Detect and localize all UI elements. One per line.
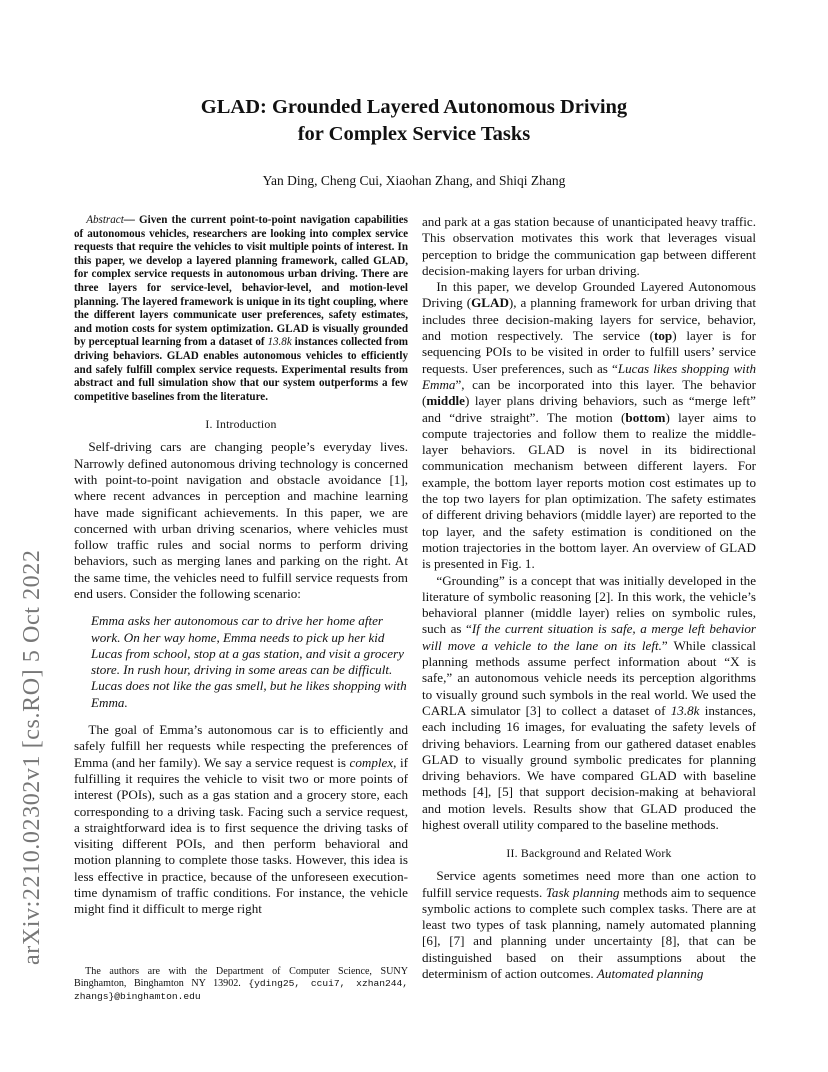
- abstract: Abstract— Given the current point-to-point navigation capabilities of autonomous vehicles, researchers are looking into complex service requests that require the vehicles to visit multiple points of interest. In this paper, we develop a layered planning framework, called GLAD, for complex service requests in autonomous urban driving. There are three layers for service-level, behavior-level, and motion-level planning. The layered framework is unique in its tight coupling, where the different layers communicate user preferences, safety estimates, and motion costs for system optimization. GLAD is visually grounded by perceptual learning from a dataset of 13.8k instances collected from driving behaviors. GLAD enables autonomous vehicles to efficiently and safely fulfill complex service requests. Experimental results from abstract and full simulation show that our system outperforms a few competitive baselines from the literature.: [74, 214, 408, 403]
- scenario-quote: Emma asks her autonomous car to drive her home after work. On her way home, Emma needs to pick up her kid Lucas from school, stop at a gas station, and visit a grocery store. In rush hour, driving in some areas can be difficult. Lucas does not like the gas smell, but he likes shopping with Emma.: [91, 613, 407, 710]
- right-column: [422, 214, 756, 982]
- footnote: The authors are with the Department of Computer Science, SUNY Binghamton, Binghamton NY 13902. {yding25, ccui7, xzhan244, zhangs}@binghamton.edu: [74, 966, 408, 1002]
- right-paragraph-3: “Grounding” is a concept that was initially developed in the literature of symbolic reasoning [2]. In this work, the vehicle’s behavioral planner (middle layer) relies on symbolic rules, such as “If the current situation is safe, a merge left behavior will move a vehicle to the lane on its left.” While classical planning methods assume perfect information about “X is safe,” an autonomous vehicle needs its perception algorithms to visually ground such symbols in the real world. We used the CARLA simulator [3] to collect a dataset of 13.8k instances, each including 16 images, for evaluating the safety levels of driving behaviors. Learning from our gathered dataset enables GLAD to visually ground symbolic predicates for planning driving behaviors. We have compared GLAD with baseline methods [4], [5] that support decision-making at behavioral and motion levels. Results show that GLAD produced the highest overall utility compared to the baseline methods.: [422, 572, 756, 832]
- right-paragraph-4: Service agents sometimes need more than one action to fulfill service requests. Task planning methods aim to sequence symbolic actions to complete such complex tasks. There are at least two types of task planning, namely automated planning [6], [7] and planning under uncertainty [8], that can be distinguished based on their assumptions about the determinism of action outcomes. Automated planning: [422, 868, 756, 982]
- intro-paragraph-1: Self-driving cars are changing people’s everyday lives. Narrowly defined autonomous driving technology is concerned with point-to-point navigation and obstacle avoidance [1], where recent advances in perception and machine learning have made significant achievements. In this paper, we are concerned with urban driving scenarios, where vehicles must follow traffic rules and social norms to perform driving behaviors, such as merging lanes and parking on the right. At the same time, the vehicles need to fulfill service requests from end users. Consider the following scenario:: [74, 439, 408, 601]
- paper-title: [0, 94, 828, 148]
- abstract-label: Abstract: [86, 214, 124, 226]
- intro-paragraph-2: The goal of Emma’s autonomous car is to efficiently and safely fulfill her requests while respecting the preferences of Emma (and her family). We say a service request is complex, if fulfilling it requires the vehicle to visit two or more points of interest (POIs), such as a gas station and a grocery store, each corresponding to a driving task. Facing such a service request, a straightforward idea is to first sequence the driving tasks of visiting different POIs, and then perform behavioral and motion planning to complete those tasks. However, this idea is less effective in practice, because of the unforeseen execution-time dynamism of traffic conditions. For instance, the vehicle might find it difficult to merge right: [74, 722, 409, 917]
- section-heading-background: II. Background and Related Work: [506, 846, 672, 861]
- author-list: Yan Ding, Cheng Cui, Xiaohan Zhang, and Shiqi Zhang: [262, 173, 566, 188]
- title-line-2: for Complex Service Tasks: [297, 123, 531, 145]
- footnote-emails: {yding25, ccui7, xzhan244, zhangs}@binghamton.edu: [74, 978, 408, 1002]
- right-paragraph-2: In this paper, we develop Grounded Layered Autonomous Driving (GLAD), a planning framework for urban driving that includes three decision-making layers for service, behavior, and motion respectively. The service (top) layer is for sequencing POIs to be visited in order to fulfill users’ service requests. User preferences, such as “Lucas likes shopping with Emma”, can be incorporated into this layer. The behavior (middle) layer plans driving behaviors, such as “merge left” and “drive straight”. The motion (bottom) layer aims to compute trajectories and follow them to realize the middle-layer behaviors. GLAD is novel in its bidirectional communication mechanism between different layers. For example, the bottom layer reports motion cost estimates up to the top two layers for plan optimization. The safety estimates of different driving behaviors (middle layer) are reported to the top layer, and the safety estimation is conditioned on the motion trajectories in the bottom layer. An overview of GLAD is presented in Fig. 1.: [422, 279, 757, 572]
- right-paragraph-1: and park at a gas station because of unanticipated heavy traffic. This observation motivates this work that leverages visual perception to bridge the communication gap between different decision-making layers for urban driving.: [422, 214, 756, 278]
- section-heading-introduction: I. Introduction: [205, 417, 277, 432]
- left-column: [74, 214, 408, 918]
- title-line-1: GLAD: Grounded Layered Autonomous Driving: [200, 96, 628, 118]
- arxiv-identifier: arXiv:2210.02302v1 [cs.RO] 5 Oct 2022: [19, 549, 45, 965]
